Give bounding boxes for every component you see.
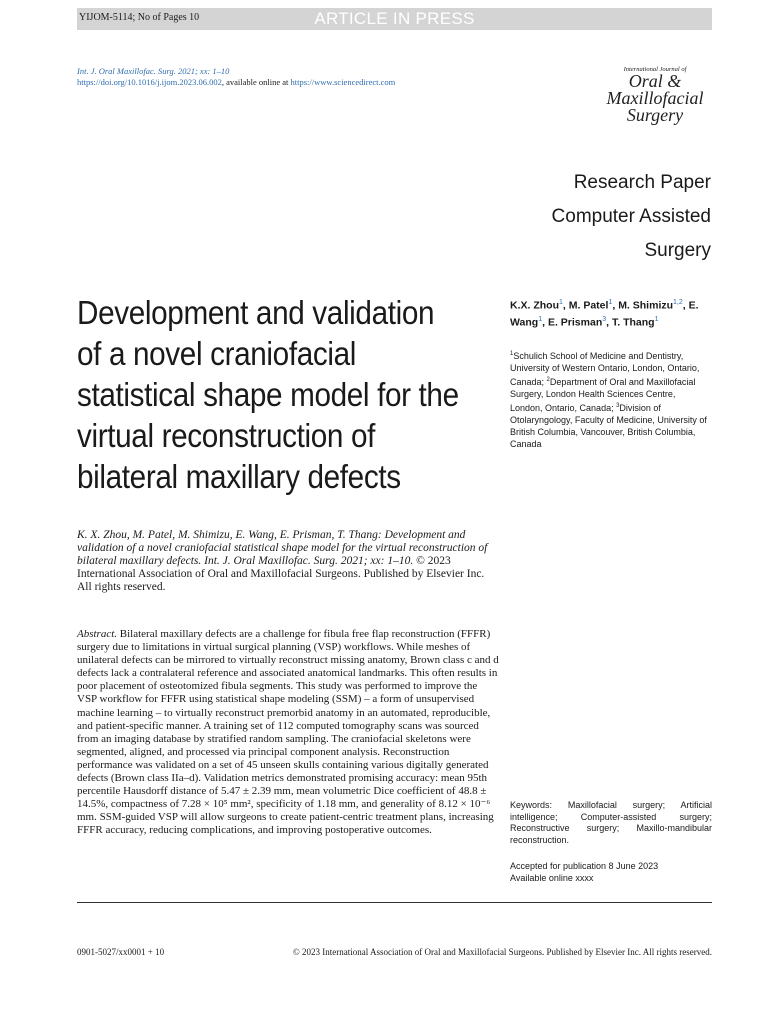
logo-line-3: Maxillofacial <box>606 88 704 108</box>
doi-link[interactable]: https://doi.org/10.1016/j.ijom.2023.06.002 <box>77 77 222 87</box>
article-in-press-banner: ARTICLE IN PRESS <box>314 9 475 28</box>
author-name: K.X. Zhou <box>510 299 559 312</box>
author-affiliation-sup: 1,2 <box>673 299 683 306</box>
footer-copyright: © 2023 International Association of Oral and Maxillofacial Surgeons. Published by Elsevier Inc. All rights reserved. <box>292 947 712 957</box>
publication-dates <box>510 860 658 884</box>
author-affiliation-sup: 1 <box>654 315 659 323</box>
section-line-1: Research Paper <box>573 172 711 193</box>
abstract <box>77 628 499 838</box>
abstract-label: Abstract. <box>77 628 118 640</box>
header-bar <box>77 8 712 30</box>
footer-divider <box>77 902 712 903</box>
author-name: E. Prisman <box>547 316 603 328</box>
journal-id: YIJOM-5114; No of Pages 10 <box>79 12 200 23</box>
available-text: , available online at <box>221 77 291 87</box>
author-name: E. Wang <box>510 299 699 328</box>
author-name: T. Thang <box>611 316 655 328</box>
affiliation-3: Division of Otolaryngology, Faculty of Medicine, University of British Columbia, Vancouver, British Columbia, Canada <box>510 403 707 449</box>
journal-reference: Int. J. Oral Maxillofac. Surg. 2021; xx: 1–10 <box>77 66 230 76</box>
journal-logo <box>600 66 710 124</box>
section-line-2: Computer Assisted <box>551 206 711 227</box>
accepted-date: Accepted for publication 8 June 2023 <box>510 861 659 871</box>
sciencedirect-link[interactable]: https://www.sciencedirect.com <box>290 77 396 87</box>
logo-line-2: Oral & <box>628 71 682 91</box>
abstract-body: Bilateral maxillary defects are a challenge for fibula free flap reconstruction (FFFR) surgery due to limitations in virtual surgical planning (VSP) workflows. While meshes of unilateral defects can be mirrored to virtually reconstruct missing anatomy, Brown class c and d defects lack a contralateral reference and associated anatomical landmarks. This often results in poor placement of osteotomized fibula segments. This study was performed to improve the VSP workflow for FFFR using statistical shape modeling (SSM) – a form of unsupervised machine learning – to virtually reconstruct premorbid anatomy in an automated, reproducible, and patient-specific manner. A training set of 112 computed tomography scans was sourced from an imaging database by stratified random sampling. The craniofacial skeletons were segmented, aligned, and processed via principal component analysis. Reconstruction performance was validated on a set of 45 unseen skulls containing various digitally generated defects (Brown class IIa–d). Validation metrics demonstrated promising accuracy: mean 95th percentile Hausdorff distance of 5.47 ± 2.39 mm, mean volumetric Dice coefficient of 48.8 ± 14.5%, compactness of 7.28 × 10⁵ mm², specificity of 1.18 mm, and generality of 8.12 × 10⁻⁶ mm. SSM-guided VSP will allow surgeons to create patient-centric treatment plans, increasing FFFR accuracy, reducing complications, and improving postoperative outcomes. <box>77 628 499 837</box>
logo-line-4: Surgery <box>626 105 684 125</box>
affiliation-2: Department of Oral and Maxillofacial Surgery, London Health Sciences Centre, London, Ontario, Canada; <box>510 377 696 413</box>
author-affiliation-sup: 1 <box>559 299 563 306</box>
citation-line <box>77 66 395 88</box>
copyright-text: © 2023 International Association of Oral and Maxillofacial Surgeons. Published by Elsevier Inc. All rights reserved. <box>77 555 485 593</box>
how-to-cite <box>77 529 497 594</box>
citation-text: K. X. Zhou, M. Patel, M. Shimizu, E. Wang, E. Prisman, T. Thang: Development and validation of a novel craniofacial statistical shape model for the virtual reconstruction of bilateral maxillary defects. Int. J. Oral Maxillofac. Surg. 2021; xx: 1–10. <box>77 529 488 567</box>
author-name: M. Patel <box>568 299 609 312</box>
keywords: Keywords: Maxillofacial surgery; Artificial intelligence; Computer-assisted surgery; Reconstructive surgery; Maxillo-mandibular reconstruction. <box>510 800 712 845</box>
article-section <box>552 166 711 268</box>
issn-line: 0901-5027/xx0001 + 10 <box>77 947 165 957</box>
author-name: M. Shimizu <box>618 299 674 312</box>
affiliations: $^1$Schulich School of Medicine and Dentistry, University of Western Ontario, London, Ontario, Canada; $^2$Department of Oral and Maxillofacial Surgery, London Health Sciences Centre, London, Ontario, Canada; $^3$Division of Otolaryngology, Faculty of Medicine, University of British Columbia, Vancouver, British Columbia, Canada <box>510 351 707 449</box>
author-affiliation-sup: 1 <box>538 315 543 323</box>
affiliation-1: Schulich School of Medicine and Dentistry, University of Western Ontario, London, Ontario, Canada; <box>510 351 700 387</box>
author-affiliation-sup: 3 <box>602 315 607 323</box>
logo-line-1: International Journal of <box>623 66 687 73</box>
online-date: Available online xxxx <box>510 873 594 883</box>
author-affiliation-sup: 1 <box>608 299 613 306</box>
section-line-3: Surgery <box>644 240 711 261</box>
article-title: Development and validation of a novel craniofacial statistical shape model for the virtual reconstruction of bilateral maxillary defects <box>77 294 459 495</box>
author-list: K.X. Zhou$^1$, M. Patel$^1$, M. Shimizu$^{1,2}$, E. Wang$^1$, E. Prisman$^3$, T. Thang$^1$ <box>510 299 699 328</box>
